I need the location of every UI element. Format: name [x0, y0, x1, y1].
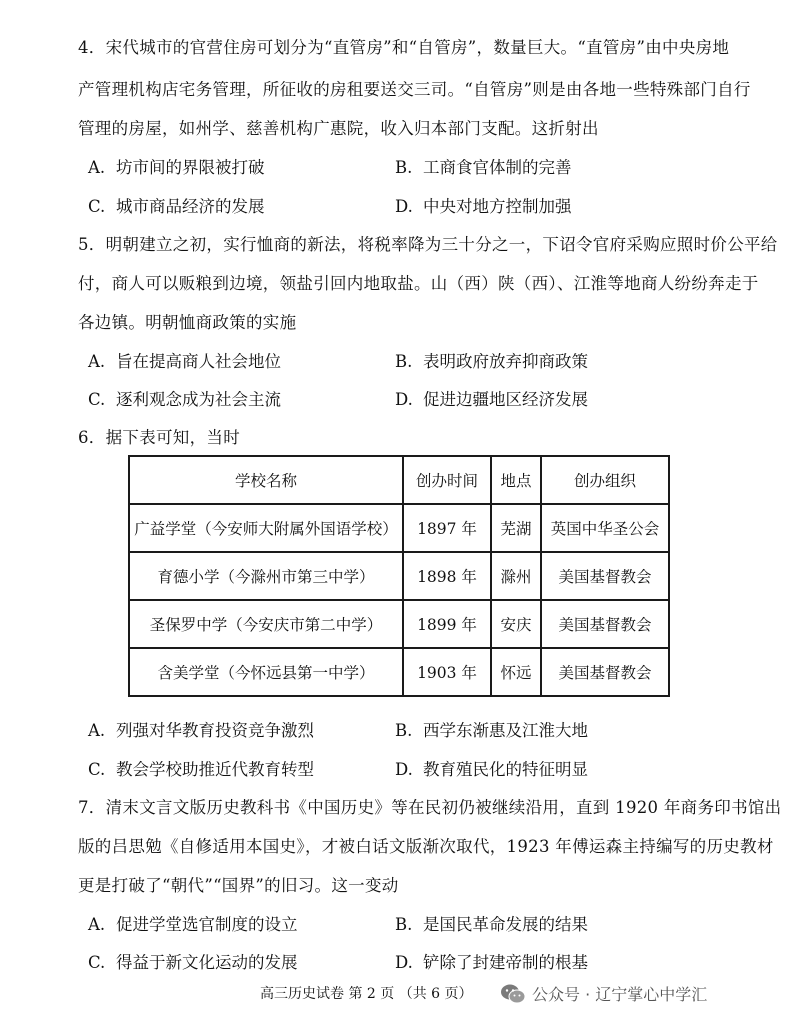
- table-row: [129, 600, 669, 648]
- table-cell: 美国基督教会: [541, 552, 669, 600]
- table-cell: 1897 年: [403, 504, 491, 552]
- table-cell: 英国中华圣公会: [541, 504, 669, 552]
- q7-option-c[interactable]: [88, 952, 298, 974]
- table-cell: 安庆: [491, 600, 541, 648]
- table-cell: 美国基督教会: [541, 648, 669, 696]
- watermark: [500, 982, 707, 1005]
- q4-stem-line-1: 4．宋代城市的官营住房可划分为“直管房”和“自管房”，数量巨大。“直管房”由中央房地: [78, 38, 730, 57]
- q5-stem-line-3: 各边镇。明朝恤商政策的实施: [78, 313, 297, 332]
- table-header-cell: 创办组织: [541, 456, 669, 504]
- option-text: 坊市间的界限被打破: [116, 158, 265, 177]
- option-text: 促进学堂选官制度的设立: [116, 915, 298, 934]
- table-header-cell: 地点: [491, 456, 541, 504]
- q6-option-d[interactable]: [395, 759, 588, 781]
- table-cell: 育德小学（今滁州市第三中学）: [129, 552, 403, 600]
- q6-stem-line-1: 6．据下表可知，当时: [78, 428, 240, 447]
- option-letter: A.: [88, 352, 106, 371]
- option-letter: B.: [395, 721, 413, 740]
- option-text: 表明政府放弃抑商政策: [423, 352, 588, 371]
- q4-option-d[interactable]: [395, 196, 572, 218]
- option-letter: A.: [88, 915, 106, 934]
- q6-option-b[interactable]: [395, 720, 588, 742]
- q5-option-d[interactable]: [395, 389, 588, 411]
- table-header-cell: 创办时间: [403, 456, 491, 504]
- q7-stem-line-2: 版的吕思勉《自修适用本国史》，才被白话文版渐次取代，1923 年傅运森主持编写的历史教材: [78, 837, 774, 856]
- option-text: 逐利观念成为社会主流: [116, 390, 281, 409]
- option-text: 城市商品经济的发展: [116, 197, 265, 216]
- table-row: [129, 504, 669, 552]
- table-cell: 芜湖: [491, 504, 541, 552]
- page-footer: 高三历史试卷 第 2 页 （共 6 页）: [260, 986, 473, 1002]
- q6-option-a[interactable]: [88, 720, 314, 742]
- option-letter: D.: [395, 197, 413, 216]
- option-text: 是国民革命发展的结果: [423, 915, 588, 934]
- option-text: 教育殖民化的特征明显: [423, 760, 588, 779]
- option-letter: B.: [395, 352, 413, 371]
- table-row: [129, 552, 669, 600]
- option-text: 工商食官体制的完善: [423, 158, 572, 177]
- option-letter: B.: [395, 915, 413, 934]
- table-cell: 含美学堂（今怀远县第一中学）: [129, 648, 403, 696]
- q7-option-b[interactable]: [395, 914, 588, 936]
- watermark-text: 公众号 · 辽宁掌心中学汇: [532, 985, 708, 1004]
- option-text: 促进边疆地区经济发展: [423, 390, 588, 409]
- option-letter: A.: [88, 158, 106, 177]
- table-cell: 1898 年: [403, 552, 491, 600]
- q5-option-a[interactable]: [88, 351, 281, 373]
- table-cell: 1899 年: [403, 600, 491, 648]
- q5-option-c[interactable]: [88, 389, 281, 411]
- option-text: 教会学校助推近代教育转型: [116, 760, 314, 779]
- q5-stem-line-1: 5．明朝建立之初，实行恤商的新法，将税率降为三十分之一，下诏令官府采购应照时价公平给: [78, 235, 778, 254]
- q7-stem-line-1: 7．清末文言文版历史教科书《中国历史》等在民初仍被继续沿用，直到 1920 年商务印书馆出: [78, 798, 782, 817]
- schools-table: [128, 455, 670, 697]
- q5-option-b[interactable]: [395, 351, 588, 373]
- table-cell: 广益学堂（今安师大附属外国语学校）: [129, 504, 403, 552]
- table-cell: 怀远: [491, 648, 541, 696]
- option-letter: D.: [395, 390, 413, 409]
- table-header-row: [129, 456, 669, 504]
- table-cell: 1903 年: [403, 648, 491, 696]
- option-text: 西学东渐惠及江淮大地: [423, 721, 588, 740]
- option-letter: A.: [88, 721, 106, 740]
- wechat-icon: [500, 983, 526, 1005]
- option-text: 旨在提高商人社会地位: [116, 352, 281, 371]
- option-letter: C.: [88, 953, 106, 972]
- table-cell: 滁州: [491, 552, 541, 600]
- option-text: 列强对华教育投资竞争激烈: [116, 721, 314, 740]
- table-cell: 美国基督教会: [541, 600, 669, 648]
- option-text: 铲除了封建帝制的根基: [423, 953, 588, 972]
- q7-option-a[interactable]: [88, 914, 298, 936]
- option-letter: D.: [395, 953, 413, 972]
- q4-stem-line-3: 管理的房屋，如州学、慈善机构广惠院，收入归本部门支配。这折射出: [78, 119, 599, 138]
- q4-option-b[interactable]: [395, 157, 572, 179]
- q4-option-c[interactable]: [88, 196, 265, 218]
- q5-stem-line-2: 付，商人可以贩粮到边境，领盐引回内地取盐。山（西）陕（西）、江淮等地商人纷纷奔走于: [78, 274, 759, 293]
- option-text: 中央对地方控制加强: [423, 197, 572, 216]
- option-text: 得益于新文化运动的发展: [116, 953, 298, 972]
- q6-option-c[interactable]: [88, 759, 314, 781]
- q7-stem-line-3: 更是打破了“朝代”“国界”的旧习。这一变动: [78, 876, 399, 895]
- table-cell: 圣保罗中学（今安庆市第二中学）: [129, 600, 403, 648]
- q7-option-d[interactable]: [395, 952, 588, 974]
- q4-stem-line-2: 产管理机构店宅务管理，所征收的房租要送交三司。“自管房”则是由各地一些特殊部门自行: [78, 80, 751, 99]
- option-letter: D.: [395, 760, 413, 779]
- q4-option-a[interactable]: [88, 157, 265, 179]
- option-letter: C.: [88, 760, 106, 779]
- table-header-cell: 学校名称: [129, 456, 403, 504]
- option-letter: C.: [88, 197, 106, 216]
- option-letter: B.: [395, 158, 413, 177]
- table-row: [129, 648, 669, 696]
- option-letter: C.: [88, 390, 106, 409]
